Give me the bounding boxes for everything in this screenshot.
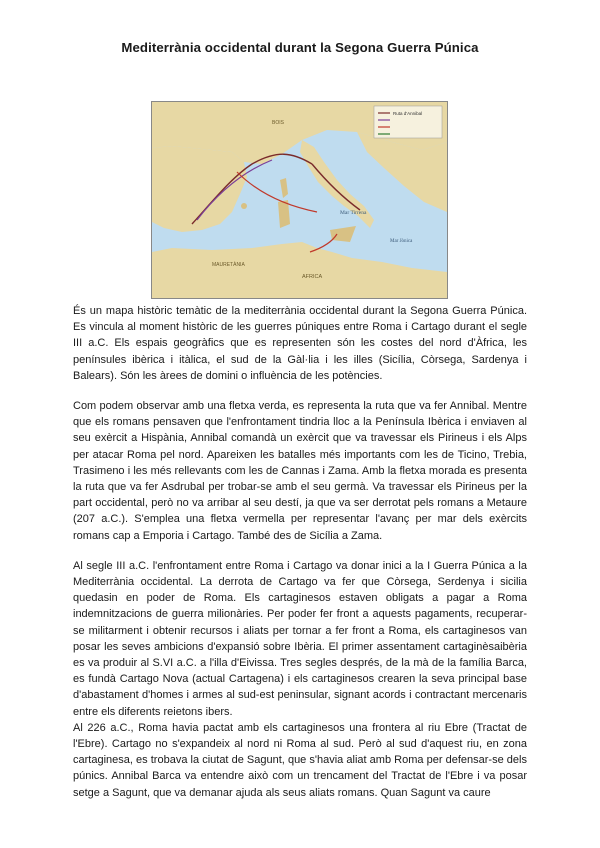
map-inset-label: Ruta d'Annibal <box>393 111 423 116</box>
paragraph-3: Al segle III a.C. l'enfrontament entre Roma i Cartago va donar inici a la I Guerra Púnica a la Mediterrània occidental. La derrota de Cartago va fer que Còrsega, Serdenya i sicilia quedasin en poder de Roma. Els cartaginesos estaven obligats a pagar a Roma indemnitzacions de guerra milionàries. Per poder fer front a aquests pagaments, recuperar-se militarment i obtenir recursos i aliats per tornar a fer front a Roma, els cartaginesos van posar les seves ambicions d'expansió sobre Ibèria. El primer assentament cartaginèsaibèria es va produir al S.VI a.C. a l'illa d'Eivissa. Tres segles després, de la mà de la família Barca, es fundà Cartago Nova (actual Cartagena) i els cartaginesos crearen la seva principal base d'abastament d'homes i armes al sud-est peninsular, signant acords i contractant mercenaris entre els diferents reietons ibers. <box>73 559 527 718</box>
document-body <box>73 303 527 801</box>
map-label-africa: AFRICA <box>302 274 323 280</box>
map-label-mauretania: MAURETÀNIA <box>212 262 245 268</box>
map-graphic <box>152 102 447 298</box>
map-label-sea: Mar Tirrena <box>340 210 367 216</box>
historical-map <box>151 101 448 299</box>
map-label-north: BOIS <box>272 120 284 126</box>
map-label-sea2: Mar Jònica <box>390 239 413 244</box>
paragraph-1: És un mapa històric temàtic de la mediterrània occidental durant la Segona Guerra Púnica. Es vincula al moment històric de les guerres púniques entre Roma i Cartago durant el segle III a.C. Els espais geogràfics que es representen són les costes del nord d'Àfrica, les penínsules ibèrica i itàlica, el sud de la Gàl·lia i les illes (Sicília, Còrsega, Sardenya i Balears). Són les àrees de domini o influència de les potències. <box>73 305 527 382</box>
map-balearics <box>241 203 247 209</box>
paragraph-2: Com podem observar amb una fletxa verda, es representa la ruta que va fer Annibal. Mentre que els romans pensaven que l'enfrontament tindria lloc a la Península Ibèrica i enviaven al seu exèrcit a Hispània, Annibal comandà un exèrcit que va travessar els Pirineus i els Alps per atacar Roma pel nord. Apareixen les batalles més importants com les de Ticino, Trebia, Trasimeno i les més rellevants com les de Cannas i Zama. Amb la fletxa morada es presenta la ruta que va fer Asdrubal per trobar-se amb el seu germà. Va travessar els Pirineus per la part occidental, però no va arribar al seu destí, ja que va ser derrotat pels romans a Metaure (207 a.C.). S'emplea una fletxa vermella per representar l'avanç per mar dels exèrcits romans cap a Emporia i Cartago. També des de Sicília a Zama. <box>73 400 527 542</box>
paragraph-4: Al 226 a.C., Roma havia pactat amb els cartaginesos una frontera al riu Ebre (Tractat de l'Ebre). Cartago no s'expandeix al nord ni Roma al sud. Però al sud d'aquest riu, en zona cartaginesa, es trobava la ciutat de Sagunt, que s'havia aliat amb Roma per defensar-se dels púnics. Annibal Barca va entendre això com un trencament del Tractat de l'Ebre i va posar setge a Sagunt, que va demanar ajuda als seus aliats romans. Quan Sagunt va caure <box>73 721 527 799</box>
page-title: Mediterrània occidental durant la Segona Guerra Púnica <box>121 40 479 55</box>
